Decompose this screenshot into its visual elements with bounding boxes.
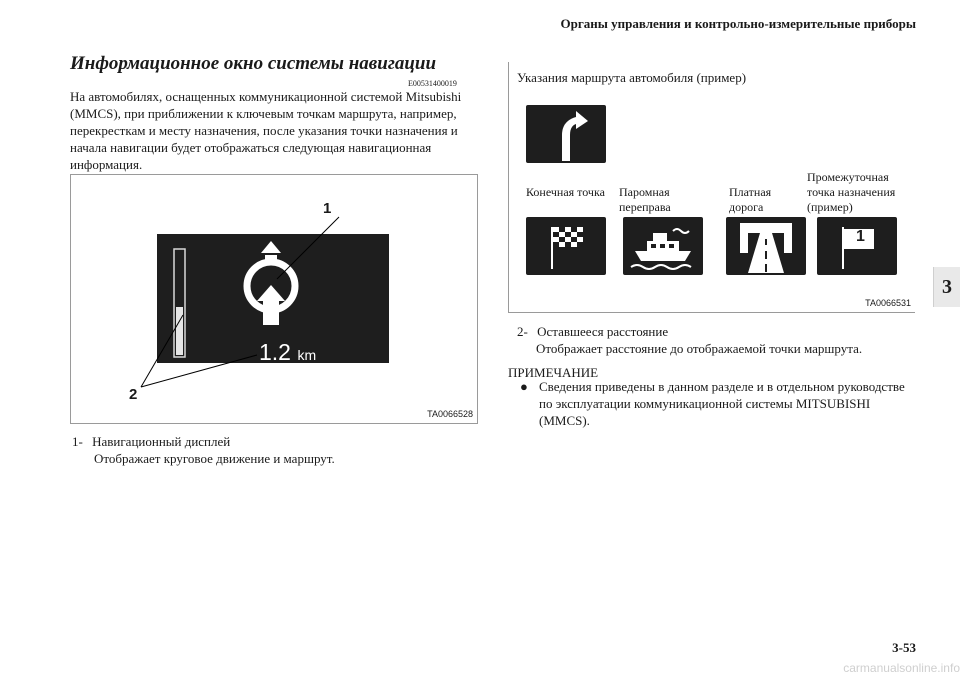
turn-arrow-tile	[526, 105, 606, 163]
intro-paragraph: На автомобилях, оснащенных коммуникационной системой Mitsubishi (MMCS), при приближении к ключевым точкам маршрута, например, перекресткам и месту назначения, после указания точки назначения и начала навигации будет отображаться следующая навигационная информация.	[70, 89, 462, 172]
ferry-tile	[623, 217, 703, 275]
note-text: Сведения приведены в данном разделе и в отдельном руководстве по эксплуатации коммуникационной системы MITSUBISHI (MMCS).	[539, 379, 905, 428]
distance-bar-fill	[176, 307, 183, 355]
callout-1-label: 1	[323, 200, 332, 217]
figure-route-guidance	[508, 62, 915, 313]
chapter-tab: 3	[933, 267, 960, 307]
item-1-title: Навигационный дисплей	[92, 434, 231, 449]
item-1-number: 1-	[72, 434, 83, 449]
footer-watermark: carmanualsonline.info	[843, 661, 960, 675]
item-2-title: Оставшееся расстояние	[537, 324, 669, 339]
note-heading: ПРИМЕЧАНИЕ	[508, 365, 599, 380]
label-finish: Конечная точка	[526, 185, 605, 199]
checkered-flag-icon	[526, 217, 606, 275]
page-header: Органы управления и контрольно-измерительные приборы	[560, 16, 916, 31]
toll-gate-icon	[726, 217, 806, 275]
item-1	[72, 433, 230, 450]
label-waypoint: Промежуточная точка назначения (пример)	[807, 170, 896, 214]
section-code: E00531400019	[408, 79, 457, 88]
waypoint-flag-icon	[817, 217, 897, 275]
figure-2-caption: Указания маршрута автомобиля (пример)	[517, 70, 747, 85]
remaining-distance-readout	[259, 339, 316, 366]
distance-value: 1.2	[259, 339, 291, 365]
figure-2-code: TA0066531	[865, 298, 911, 308]
item-2-description: Отображает расстояние до отображаемой точки маршрута.	[536, 341, 863, 356]
item-2	[517, 323, 668, 340]
label-toll: Платная дорога	[729, 185, 772, 214]
waypoint-tile	[817, 217, 897, 275]
section-title: Информационное окно системы навигации	[70, 53, 437, 74]
item-2-number: 2-	[517, 324, 528, 339]
waypoint-number: 1	[856, 228, 865, 245]
label-ferry: Паромная переправа	[619, 185, 671, 214]
note-bullet: ●	[520, 379, 528, 394]
turn-left-arrow-icon	[526, 105, 606, 163]
figure-navigation-display	[70, 174, 478, 424]
item-1-description: Отображает круговое движение и маршрут.	[94, 451, 335, 466]
page-number: 3-53	[892, 640, 916, 655]
ferry-icon	[623, 217, 703, 275]
figure-1-code: TA0066528	[427, 409, 473, 419]
callout-2-label: 2	[129, 386, 138, 403]
distance-unit: km	[297, 347, 317, 363]
finish-tile	[526, 217, 606, 275]
toll-road-tile	[726, 217, 806, 275]
